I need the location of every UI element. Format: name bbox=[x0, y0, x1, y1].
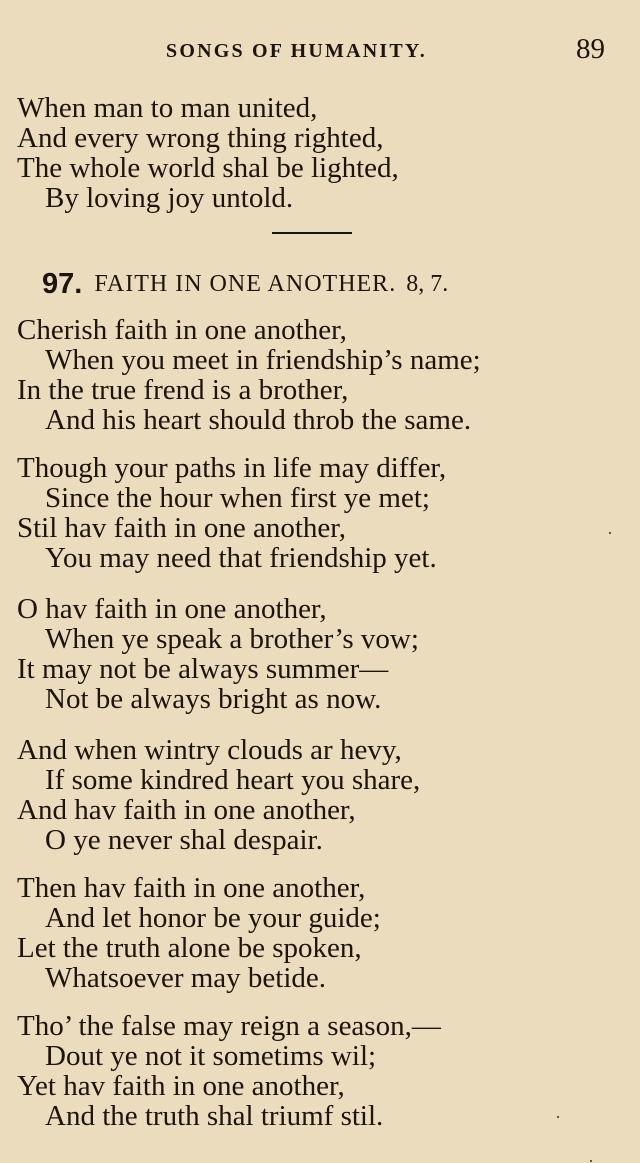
verse-line: And hav faith in one another, bbox=[17, 794, 356, 826]
print-speck bbox=[609, 532, 611, 534]
previous-hymn-stanza bbox=[17, 93, 627, 213]
hymn-title: FAITH IN ONE ANOTHER. bbox=[94, 271, 397, 297]
verse-line: And the truth shal triumf stil. bbox=[45, 1100, 384, 1132]
verse-line: In the true frend is a brother, bbox=[17, 374, 349, 406]
verse-line: And when wintry clouds ar hevy, bbox=[17, 734, 402, 766]
verse-line: Though your paths in life may differ, bbox=[17, 452, 447, 484]
verse-line: Since the hour when first ye met; bbox=[45, 482, 430, 514]
verse-line: Let the truth alone be spoken, bbox=[17, 932, 362, 964]
verse-line: If some kindred heart you share, bbox=[45, 764, 421, 796]
verse-line: And his heart should throb the same. bbox=[45, 404, 472, 436]
verse-line: It may not be always summer— bbox=[17, 653, 389, 685]
hymn-meter: 8, 7. bbox=[406, 271, 449, 297]
stanza bbox=[17, 315, 627, 435]
verse-line: And let honor be your guide; bbox=[45, 902, 381, 934]
verse-line: By loving joy untold. bbox=[45, 182, 294, 214]
verse-line: And every wrong thing righted, bbox=[17, 122, 384, 154]
section-divider bbox=[272, 232, 352, 234]
stanza bbox=[17, 453, 627, 573]
running-header-title: SONGS OF HUMANITY. bbox=[166, 40, 427, 62]
verse-line: The whole world shal be lighted, bbox=[17, 152, 399, 184]
page-number: 89 bbox=[576, 33, 605, 65]
print-speck bbox=[557, 1116, 559, 1118]
verse-line: Stil hav faith in one another, bbox=[17, 512, 347, 544]
verse-line: Tho’ the false may reign a season,— bbox=[17, 1010, 441, 1042]
verse-line: When man to man united, bbox=[17, 92, 318, 124]
stanza bbox=[17, 1011, 627, 1131]
stanza bbox=[17, 594, 627, 714]
verse-line: O hav faith in one another, bbox=[17, 593, 327, 625]
verse-line: Cherish faith in one another, bbox=[17, 314, 347, 346]
verse-line: Whatsoever may betide. bbox=[45, 962, 327, 994]
hymn-heading bbox=[42, 268, 448, 302]
verse-line: Yet hav faith in one another, bbox=[17, 1070, 345, 1102]
verse-line: When you meet in friendship’s name; bbox=[45, 344, 481, 376]
hymn-number: 97. bbox=[42, 268, 83, 300]
stanza bbox=[17, 735, 627, 855]
verse-line: Dout ye not it sometims wil; bbox=[45, 1040, 377, 1072]
stanza bbox=[17, 873, 627, 993]
verse-line: Not be always bright as now. bbox=[45, 683, 382, 715]
verse-line: O ye never shal despair. bbox=[45, 824, 323, 856]
verse-line: Then hav faith in one another, bbox=[17, 872, 366, 904]
verse-line: When ye speak a brother’s vow; bbox=[45, 623, 419, 655]
verse-line: You may need that friendship yet. bbox=[45, 542, 437, 574]
print-speck bbox=[590, 1160, 592, 1162]
